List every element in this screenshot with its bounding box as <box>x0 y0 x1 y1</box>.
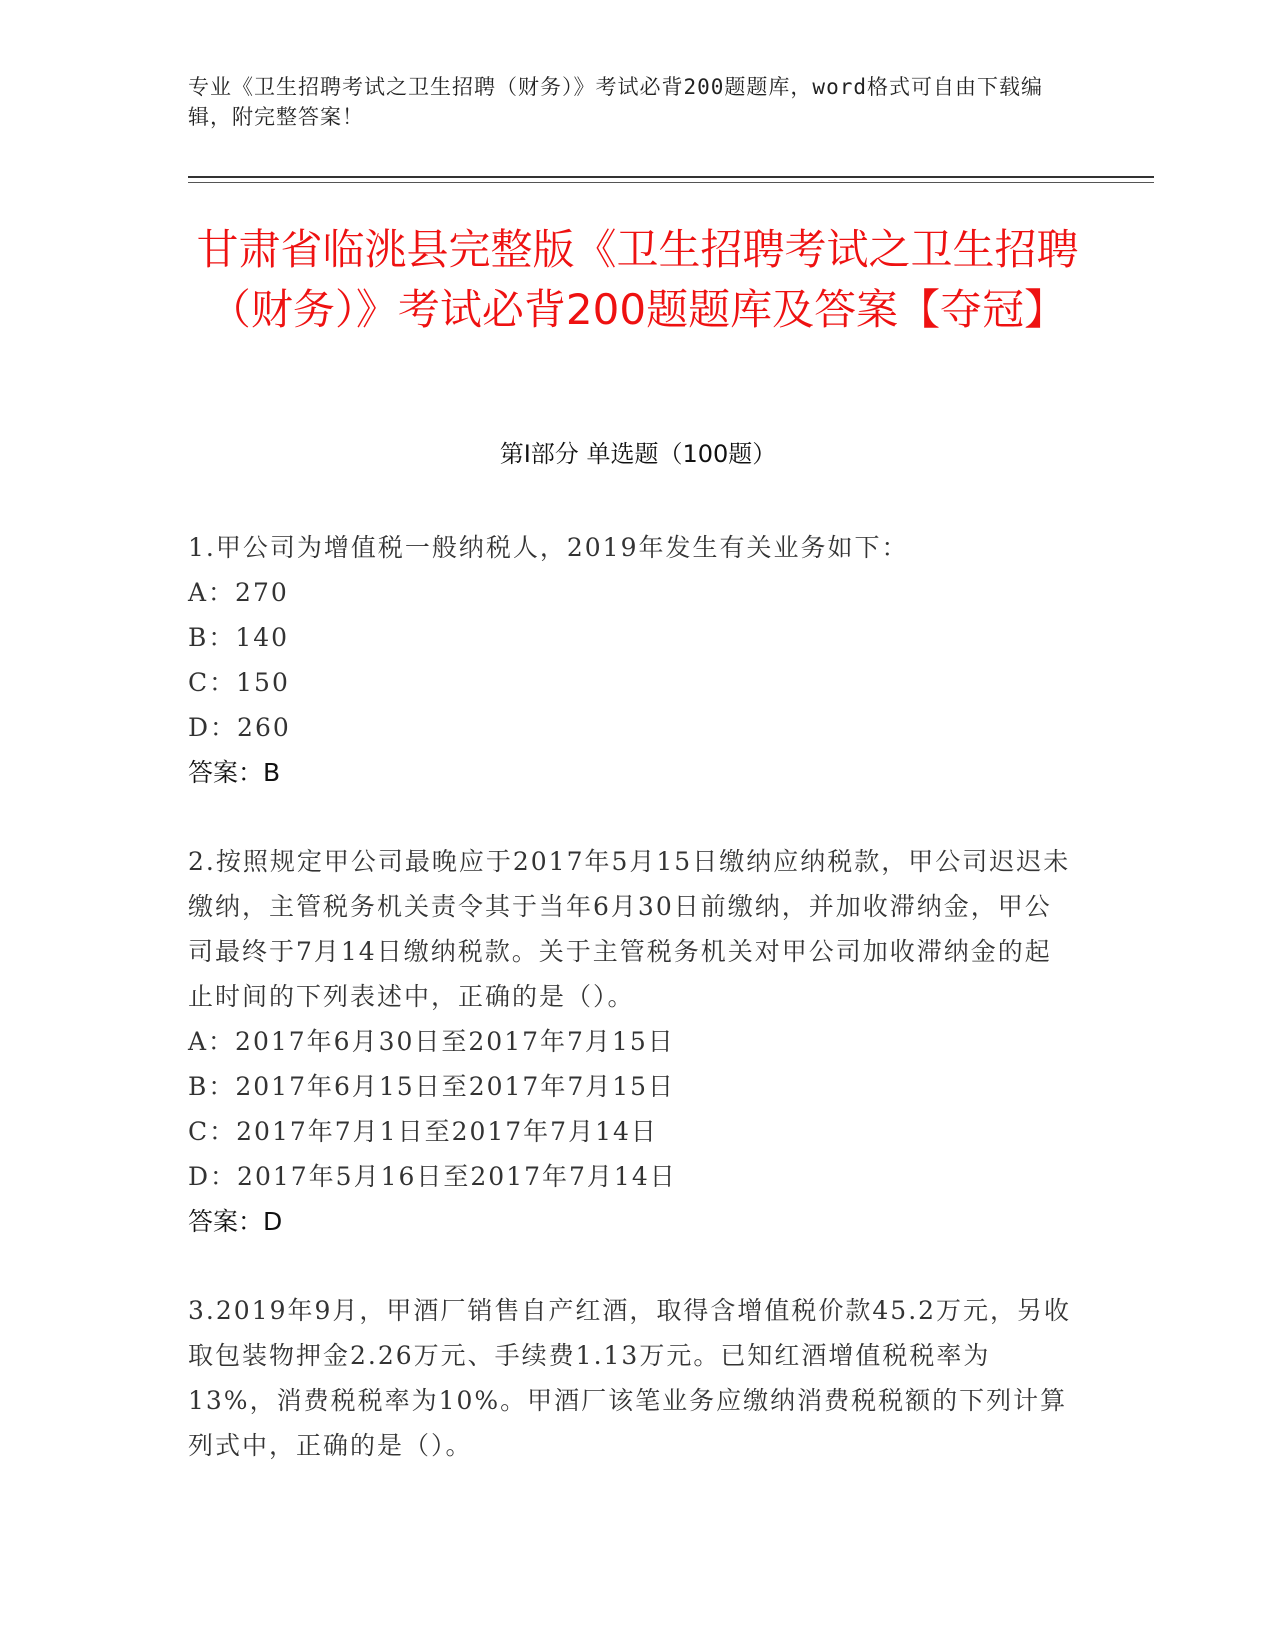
header-divider-thick <box>188 176 1154 178</box>
option-a: A：270 <box>188 578 289 607</box>
option-c: C：150 <box>188 668 290 697</box>
answer: 答案：B <box>188 758 281 787</box>
question-2 <box>188 839 1078 1244</box>
question-stem: 3.2019年9月，甲酒厂销售自产红酒，取得含增值税价款45.2万元，另收取包装物押金2.26万元、手续费1.13万元。已知红酒增值税税率为13%，消费税税率为10%。甲酒厂该笔业务应缴纳消费税税额的下列计算列式中，正确的是（）。 <box>188 1296 1072 1460</box>
question-stem: 2.按照规定甲公司最晚应于2017年5月15日缴纳应纳税款，甲公司迟迟未缴纳，主管税务机关责令其于当年6月30日前缴纳，并加收滞纳金，甲公司最终于7月14日缴纳税款。关于主管税务机关对甲公司加收滞纳金的起止时间的下列表述中，正确的是（）。 <box>188 847 1071 1011</box>
option-b: B：140 <box>188 623 290 652</box>
question-stem: 1.甲公司为增值税一般纳税人，2019年发生有关业务如下： <box>188 533 909 562</box>
header-note: 专业《卫生招聘考试之卫生招聘（财务）》考试必背200题题库，word格式可自由下载编辑，附完整答案！ <box>188 75 1043 129</box>
section-title: 第Ⅰ部分 单选题（100题） <box>499 440 777 468</box>
option-c: C：2017年7月1日至2017年7月14日 <box>188 1117 658 1146</box>
question-list <box>188 525 1078 1512</box>
option-a: A：2017年6月30日至2017年7月15日 <box>188 1027 675 1056</box>
option-d: D：260 <box>188 713 291 742</box>
option-d: D：2017年5月16日至2017年7月14日 <box>188 1162 677 1191</box>
header-divider-thin <box>188 182 1154 183</box>
option-b: B：2017年6月15日至2017年7月15日 <box>188 1072 676 1101</box>
document-title: 甘肃省临洮县完整版《卫生招聘考试之卫生招聘（财务）》考试必背200题题库及答案【夺冠】 <box>196 225 1079 334</box>
question-3 <box>188 1288 1078 1468</box>
question-1 <box>188 525 1078 795</box>
answer: 答案：D <box>188 1207 283 1236</box>
